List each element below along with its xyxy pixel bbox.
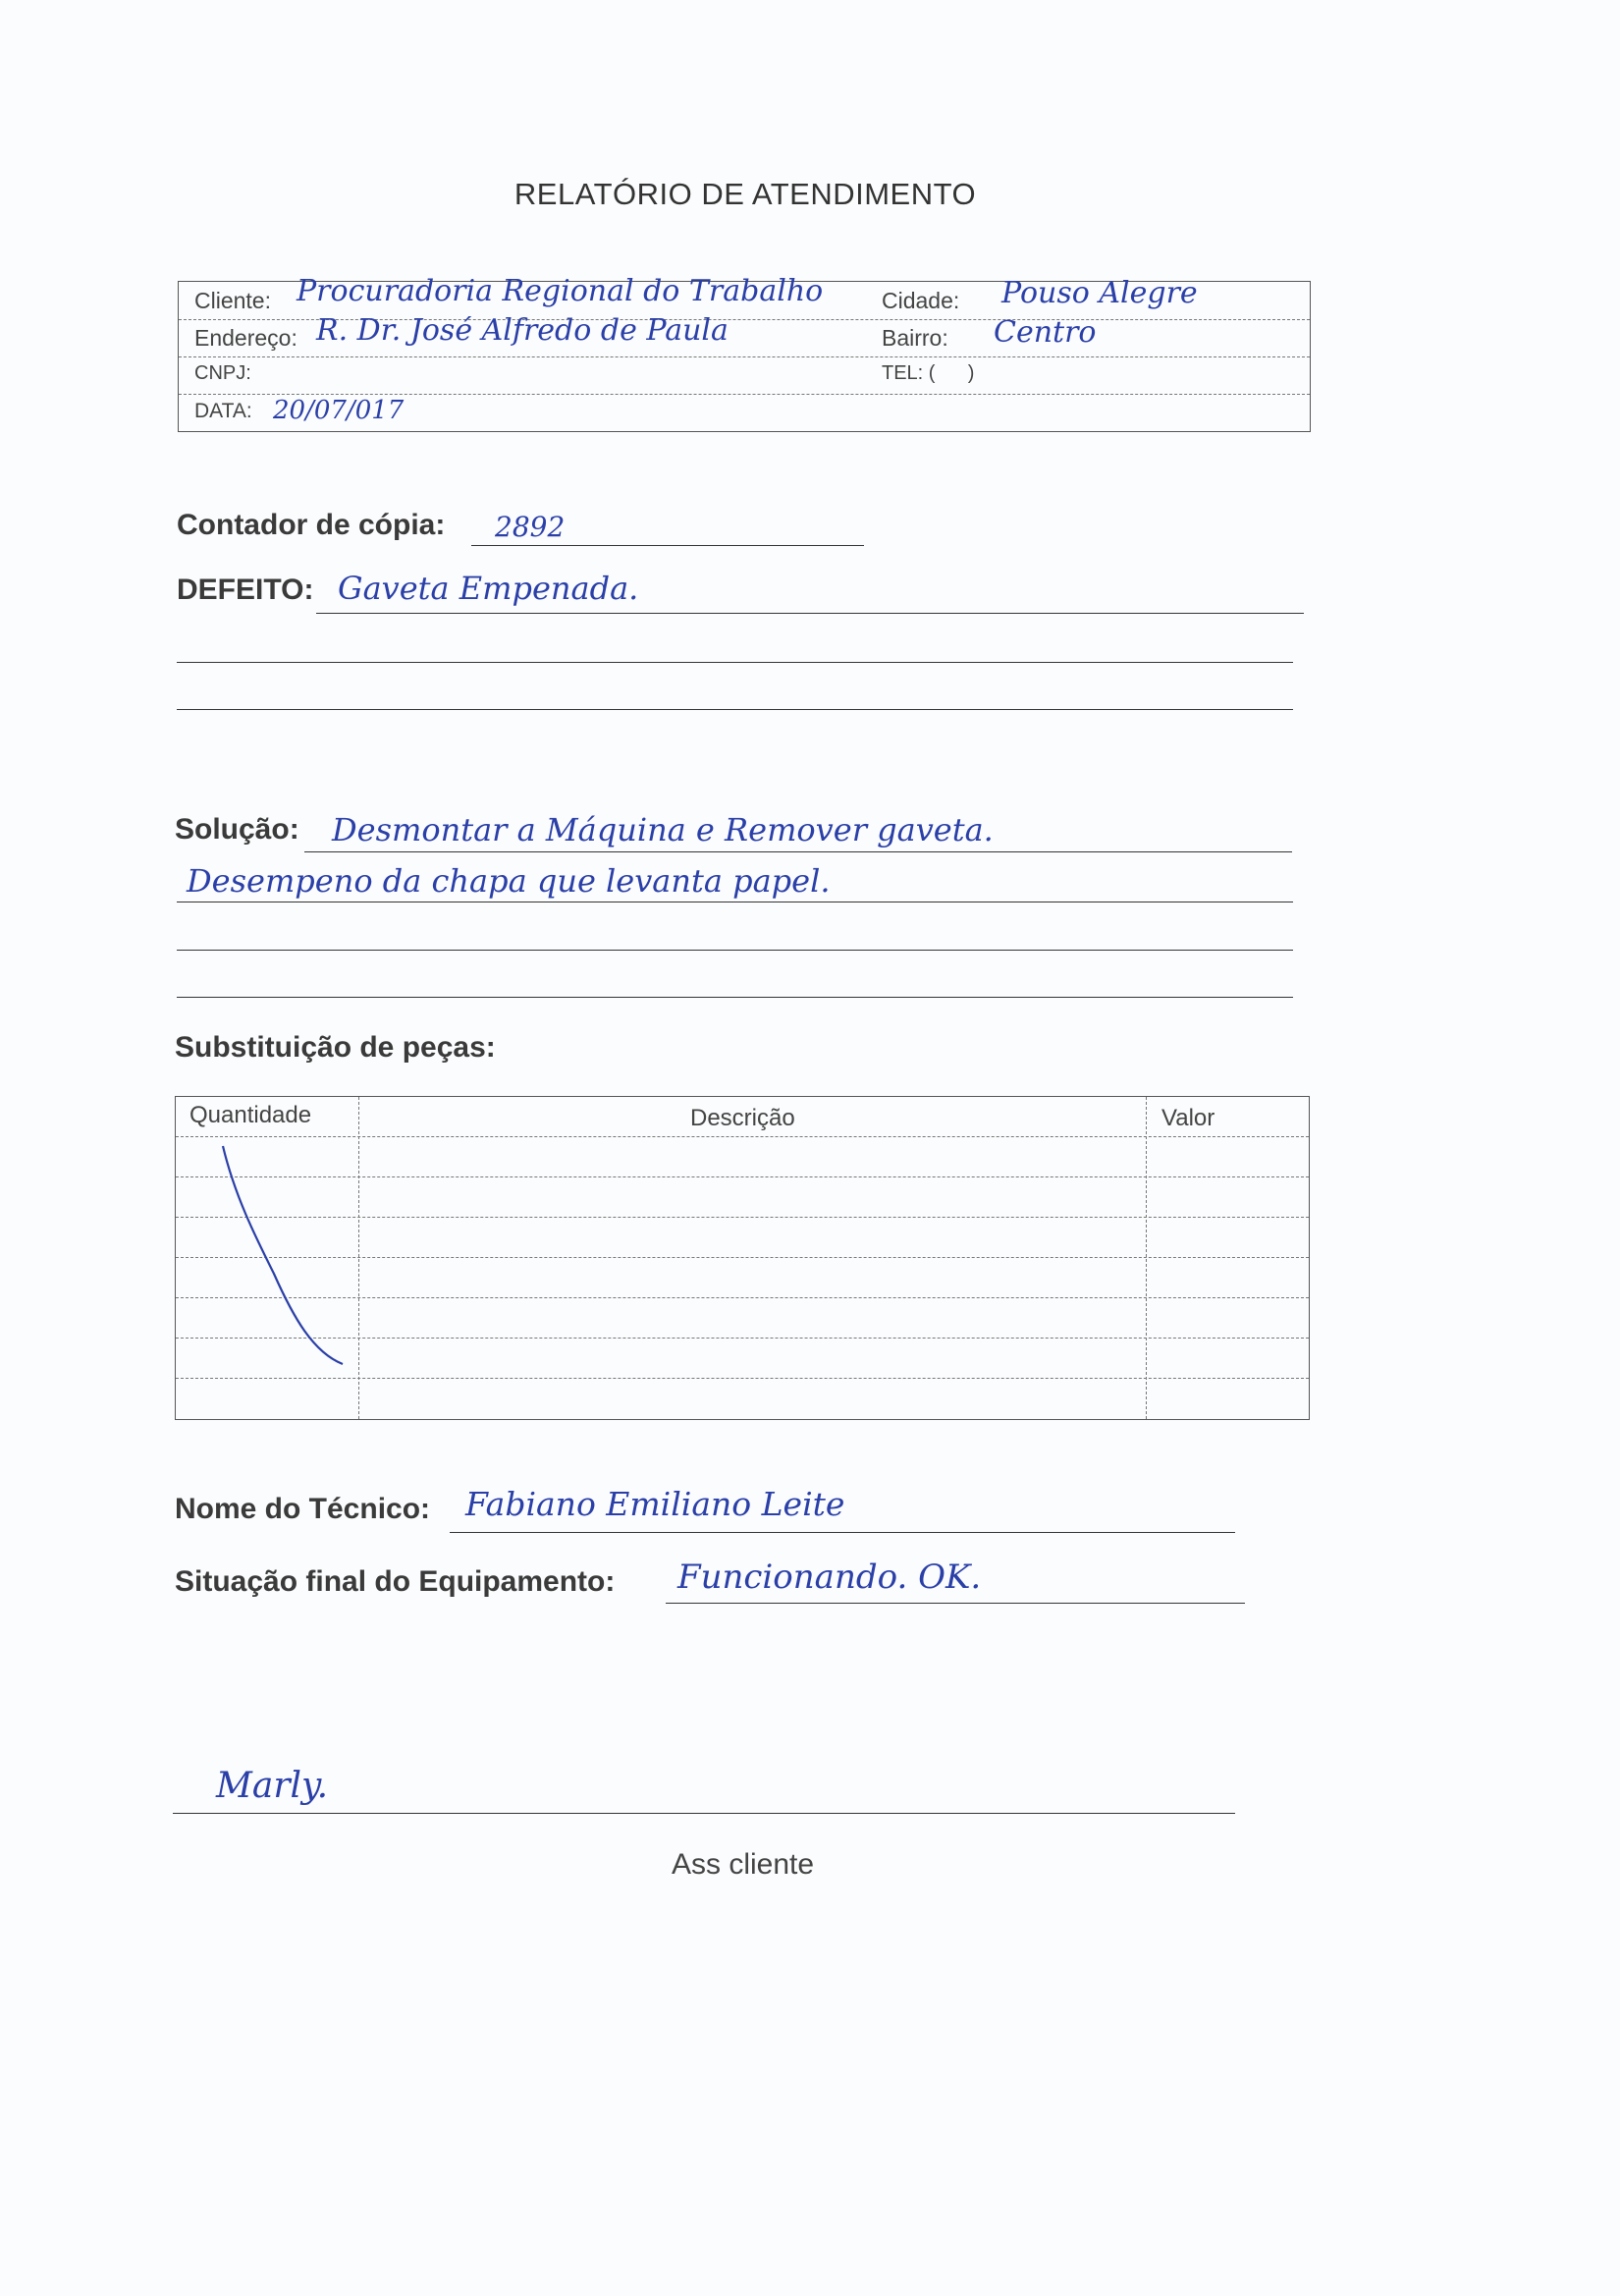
defeito-value: Gaveta Empenada. <box>338 570 639 607</box>
situacao-label: Situação final do Equipamento: <box>175 1565 616 1598</box>
signature: Marly. <box>216 1766 329 1806</box>
tecnico-label: Nome do Técnico: <box>175 1493 431 1525</box>
solucao-line-4 <box>177 997 1293 998</box>
contador-value: 2892 <box>495 511 566 543</box>
parts-table <box>175 1096 1310 1420</box>
cnpj-label: CNPJ: <box>194 362 251 384</box>
cliente-label: Cliente: <box>194 288 271 313</box>
row-cnpj <box>179 356 1310 395</box>
solucao-line1-value: Desmontar a Máquina e Remover gaveta. <box>332 811 994 848</box>
signature-line <box>173 1813 1235 1814</box>
solucao-line2-value: Desempeno da chapa que levanta papel. <box>187 862 831 900</box>
tel-label: TEL: ( ) <box>882 362 975 384</box>
bairro-value: Centro <box>994 315 1097 350</box>
data-value: 20/07/017 <box>273 396 405 425</box>
col-quantidade: Quantidade <box>189 1102 312 1128</box>
endereco-value: R. Dr. José Alfredo de Paula <box>316 313 729 348</box>
defeito-line-3 <box>177 709 1293 710</box>
endereco-label: Endereço: <box>194 325 297 351</box>
cidade-label: Cidade: <box>882 288 960 313</box>
defeito-line-2 <box>177 662 1293 663</box>
solucao-line-3 <box>177 950 1293 951</box>
solucao-label: Solução: <box>175 813 299 846</box>
contador-label: Contador de cópia: <box>177 509 446 541</box>
data-label: DATA: <box>194 400 252 422</box>
tecnico-value: Fabiano Emiliano Leite <box>465 1485 845 1523</box>
document-title: RELATÓRIO DE ATENDIMENTO <box>513 177 977 211</box>
cidade-value: Pouso Alegre <box>1001 276 1198 310</box>
defeito-label: DEFEITO: <box>177 574 314 606</box>
contador-line <box>471 545 864 546</box>
col-valor: Valor <box>1161 1105 1215 1131</box>
client-info-box <box>178 274 1311 432</box>
row-endereco <box>179 313 1310 357</box>
signature-caption: Ass cliente <box>672 1848 815 1881</box>
bairro-label: Bairro: <box>882 325 948 351</box>
tecnico-line <box>450 1532 1235 1533</box>
cliente-value: Procuradoria Regional do Trabalho <box>297 274 824 308</box>
substituicao-label: Substituição de peças: <box>175 1031 496 1064</box>
cancel-stroke <box>176 1097 1309 1419</box>
defeito-line-1 <box>316 613 1304 614</box>
row-data <box>179 394 1310 431</box>
situacao-line <box>666 1603 1245 1604</box>
col-descricao: Descrição <box>690 1105 795 1131</box>
solucao-line-1 <box>304 851 1292 852</box>
situacao-value: Funcionando. OK. <box>677 1558 982 1597</box>
